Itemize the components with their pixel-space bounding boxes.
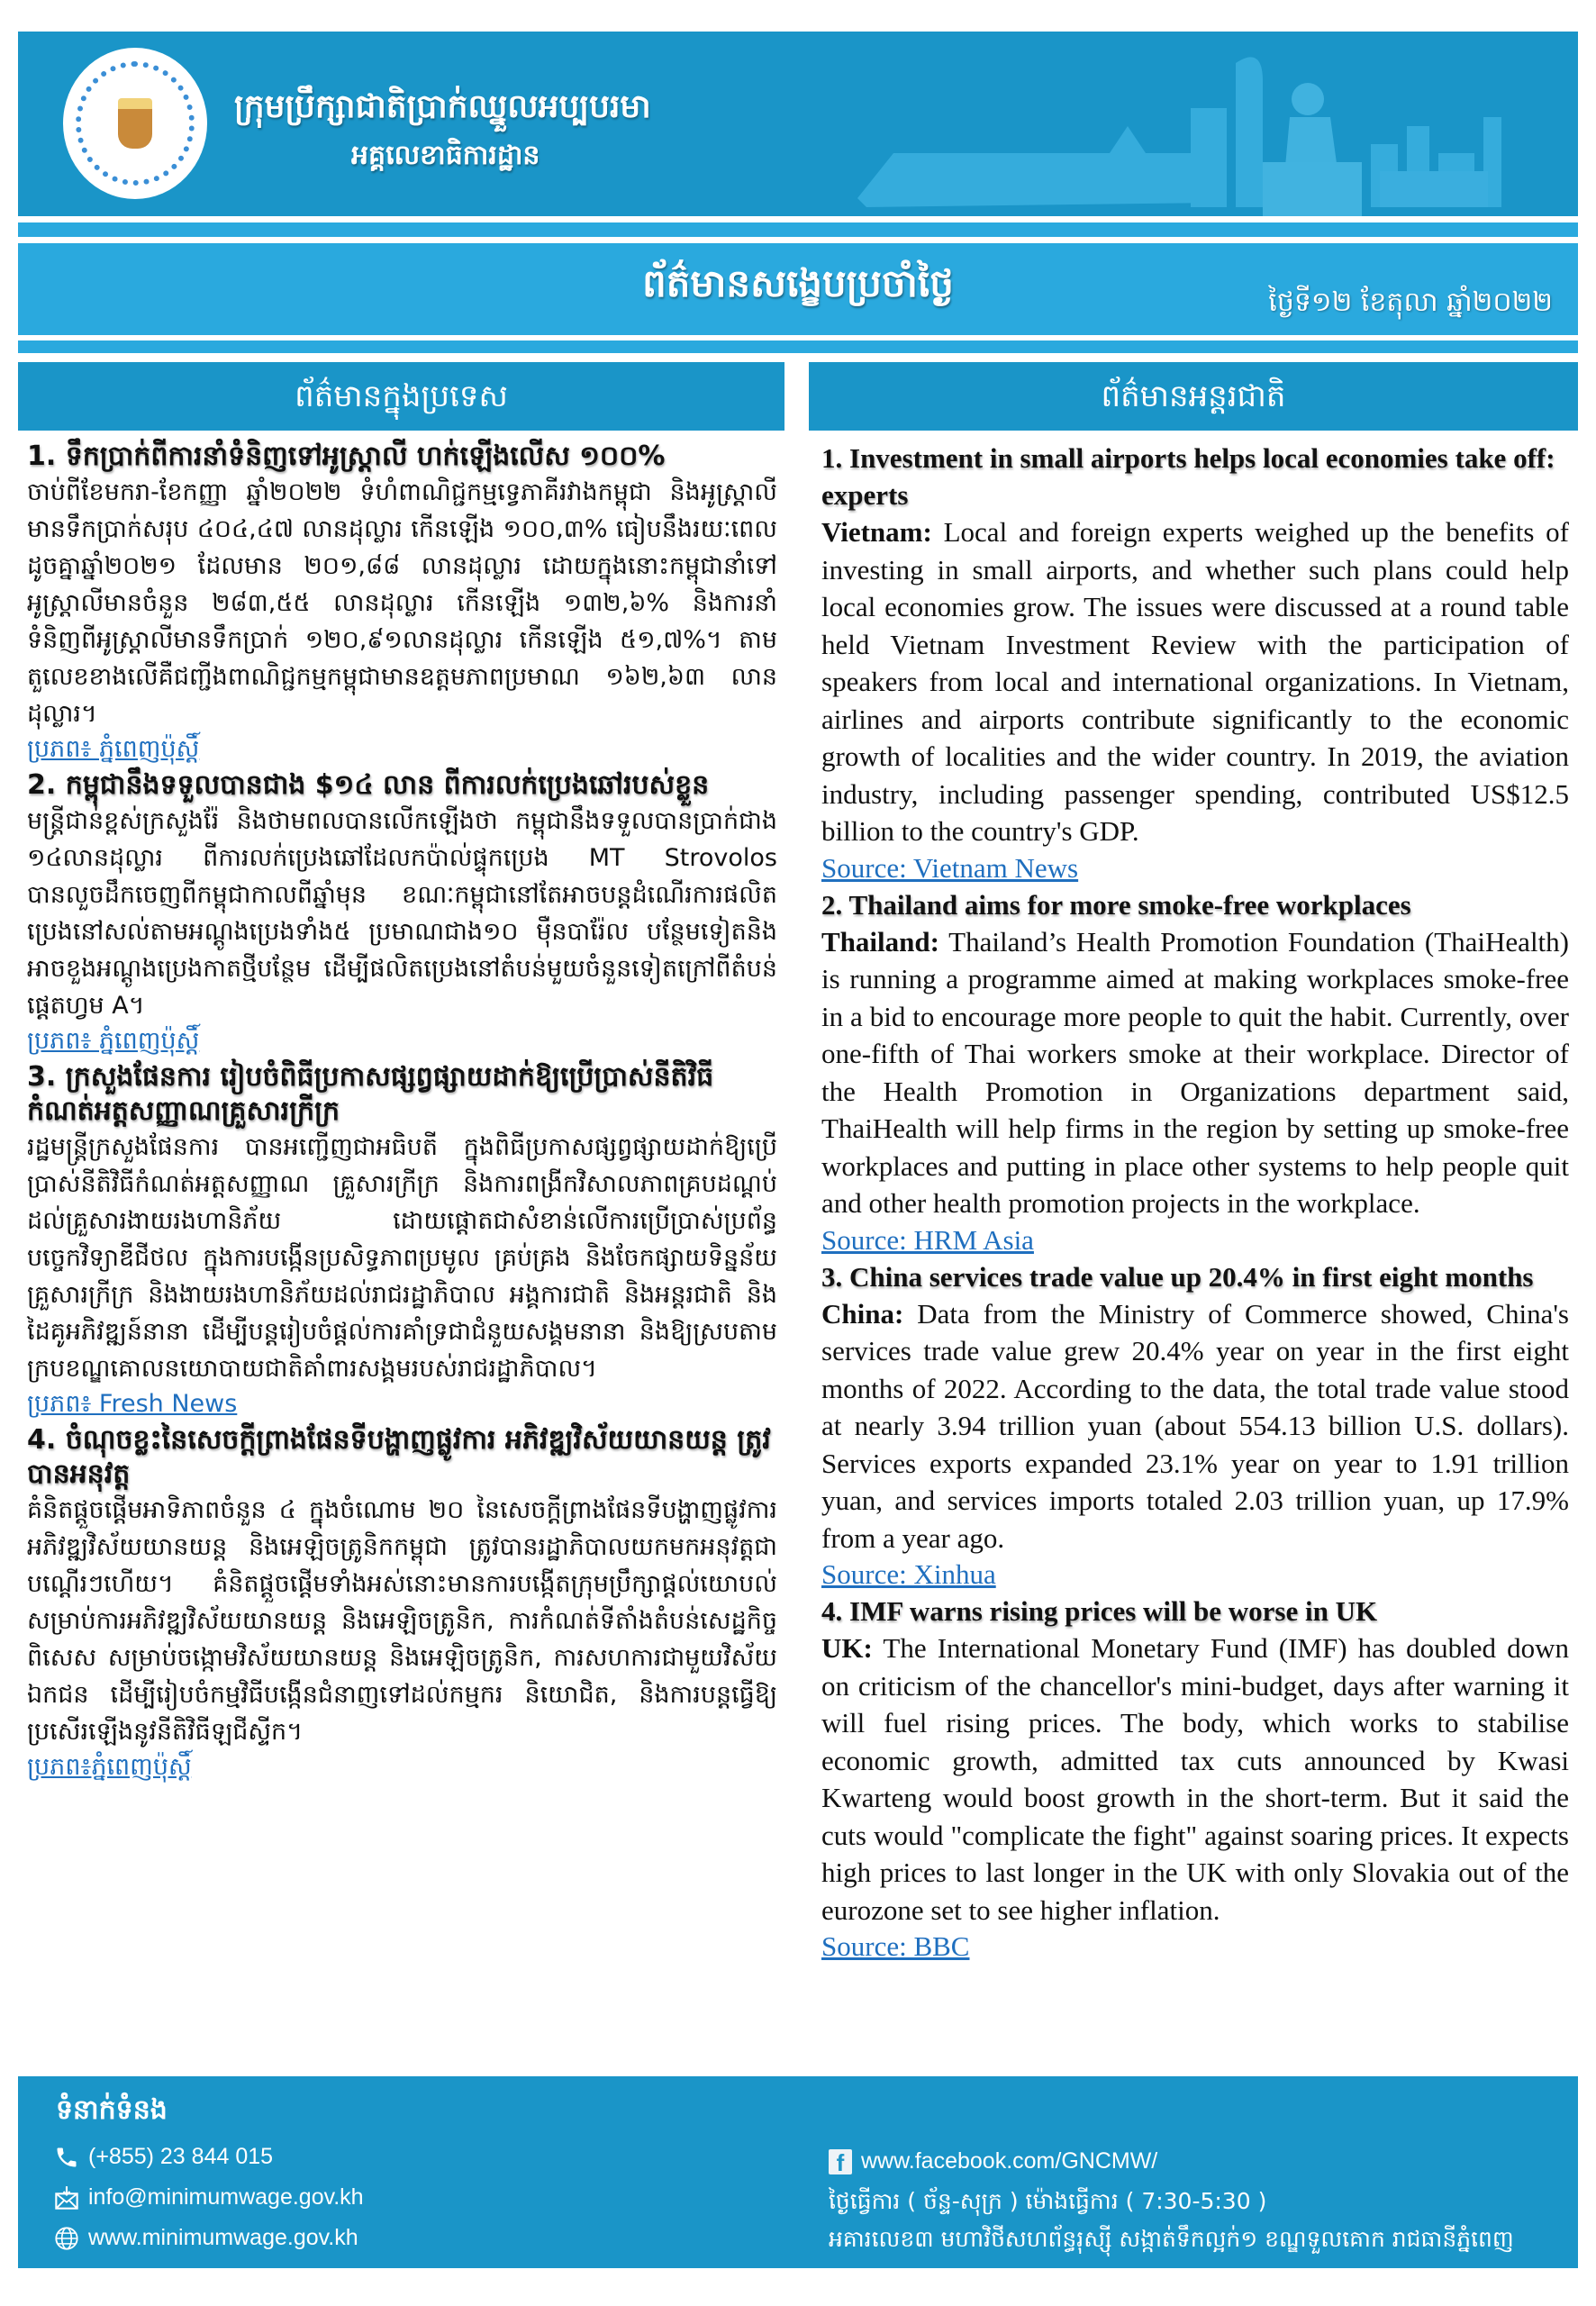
international-article bbox=[821, 1593, 1569, 1965]
phone-icon bbox=[54, 2145, 79, 2170]
office-address: អគារលេខ៣ មហាវិថីសហព័ន្ធរុស្ស៊ី សង្កាត់ទឹកល្អក់១ ខណ្ឌទួលគោក រាជធានីភ្នំពេញ bbox=[829, 2226, 1514, 2252]
domestic-article bbox=[27, 1423, 777, 1786]
article-title: 3. China services trade value up 20.4% in first eight months bbox=[821, 1260, 1534, 1293]
international-article bbox=[821, 440, 1569, 886]
article-country: UK: bbox=[821, 1632, 873, 1664]
address-row bbox=[829, 2226, 1514, 2258]
article-source-link[interactable]: ប្រភព៖ ភ្នំពេញប៉ុស្ដិ៍ bbox=[27, 1027, 200, 1055]
article-body: គំនិតផ្ដួចផ្ដើមអាទិភាពចំនួន ៤ ក្នុងចំណោម ២០ នៃសេចក្ដីព្រាងផែនទីបង្ហាញផ្លូវការអភិវឌ្ឍវិស័យយានយន្ត និងអេឡិចត្រូនិកកម្ពុជា ត្រូវបានរដ្ឋាភិបាលយកមកអនុវត្តជាបណ្ដើរៗហើយ។ គំនិតផ្ដួចផ្ដើមទាំងអស់នោះមានការបង្កើតក្រុមប្រឹក្សាផ្ដល់យោបល់ សម្រាប់ការអភិវឌ្ឍវិស័យយានយន្ត និងអេឡិចត្រូនិក, ការកំណត់ទីតាំងតំបន់សេដ្ឋកិច្ចពិសេស សម្រាប់ចង្កោមវិស័យយានយន្ត និងអេឡិចត្រូនិក, ការសហការជាមួយវិស័យឯកជន ដើម្បីរៀបចំកម្មវិធីបង្កើនជំនាញទៅដល់កម្មករ និយោជិត, និងការបន្តធ្វើឱ្យប្រសើរឡើងនូវនីតិវិធីឡជីស្ទីក។ bbox=[27, 1496, 777, 1746]
skyline-illustration-icon bbox=[839, 45, 1542, 216]
article-source-link[interactable]: Source: BBC bbox=[821, 1930, 970, 1962]
email-icon bbox=[54, 2185, 79, 2211]
article-body: ចាប់ពីខែមករា-ខែកញ្ញា ឆ្នាំ២០២២ ទំហំពាណិជ្ជកម្មទ្វេភាគីរវាងកម្ពុជា និងអូស្ត្រាលី មានទឹកប្រាក់សរុប ៤០៤,៤៧ លានដុល្លារ កើនឡើង ១០០,៣% ធៀបនឹងរយៈពេលដូចគ្នាឆ្នាំ២០២១ ដែលមាន ២០១,៨៨ លានដុល្លារ ដោយក្នុងនោះកម្ពុជានាំទៅអូស្ត្រាលីមានចំនួន ២៨៣,៥៥ លានដុល្លារ កើនឡើង ១៣២,៦% និងការនាំទំនិញពីអូស្ត្រាលីមានទឹកប្រាក់ ១២០,៩១លានដុល្លារ កើនឡើង ៥១,៧%។ តាមតួលេខខាងលើគឺជញ្ជីងពាណិជ្ជកម្មកម្ពុជាមានឧត្តមភាពប្រមាណ ១៦២,៦៣ លានដុល្លារ។ bbox=[27, 478, 777, 728]
article-title: 3. ក្រសួងផែនការ រៀបចំពិធីប្រកាសផ្សព្វផ្សាយដាក់ឱ្យប្រើប្រាស់នីតិវិធីកំណត់អត្តសញ្ញាណគ្រួសារក្រីក្រ bbox=[27, 1061, 714, 1127]
office-hours: ថ្ងៃធ្វើការ ( ច័ន្ទ-សុក្រ ) ម៉ោងធ្វើការ ( 7:30-5:30 ) bbox=[829, 2188, 1267, 2214]
international-news-column bbox=[809, 362, 1578, 1965]
facebook-link[interactable]: www.facebook.com/GNCMW/ bbox=[861, 2148, 1158, 2174]
website-row bbox=[54, 2225, 358, 2251]
article-body: រដ្ឋមន្ត្រីក្រសួងផែនការ បានអញ្ជើញជាអធិបតី ក្នុងពិធីប្រកាសផ្សព្វផ្សាយដាក់ឱ្យប្រើប្រាស់នីតិវិធីកំណត់អត្តសញ្ញាណ គ្រួសារក្រីក្រ និងការពង្រីកវិសាលភាពគ្របដណ្ដប់ដល់គ្រួសារងាយរងហានិភ័យ ដោយផ្ដោតជាសំខាន់លើការប្រើប្រាស់ប្រព័ន្ធបច្ចេកវិទ្យាឌីជីថល ក្នុងការបង្កើនប្រសិទ្ធភាពប្រមូល គ្រប់គ្រង និងចែកផ្សាយទិន្នន័យគ្រួសារក្រីក្រ និងងាយរងហានិភ័យដល់រាជរដ្ឋាភិបាល អង្គការជាតិ និងអន្តរជាតិ និងដៃគូអភិវឌ្ឍន៍នានា ដើម្បីបន្តរៀបចំផ្ដល់ការគាំទ្រជាជំនួយសង្គមនានា និងឱ្យស្របតាមក្របខណ្ឌគោលនយោបាយជាតិគាំពារសង្គមរបស់រាជរដ្ឋាភិបាល។ bbox=[27, 1133, 777, 1383]
article-title: 1. ទឹកប្រាក់ពីការនាំទំនិញទៅអូស្ត្រាលី ហក់ឡើងលើស ១០០% bbox=[27, 440, 666, 472]
page-title: ព័ត៌មានសង្ខេបប្រចាំថ្ងៃ bbox=[642, 261, 954, 305]
contact-title: ទំនាក់ទំនង bbox=[56, 2094, 168, 2126]
title-band bbox=[18, 243, 1578, 335]
email-address[interactable]: info@minimumwage.gov.kh bbox=[88, 2184, 364, 2210]
email-row bbox=[54, 2184, 364, 2211]
phone-row bbox=[54, 2144, 273, 2170]
facebook-icon: f bbox=[829, 2149, 852, 2174]
article-source-link[interactable]: Source: Vietnam News bbox=[821, 851, 1079, 884]
organization-name: ក្រុមប្រឹក្សាជាតិប្រាក់ឈ្នួលអប្បបរមា bbox=[234, 88, 651, 125]
contact-footer bbox=[18, 2076, 1578, 2268]
header-banner bbox=[18, 32, 1578, 216]
article-body bbox=[821, 923, 1569, 1222]
article-body bbox=[821, 513, 1569, 850]
ministry-emblem-icon bbox=[63, 48, 207, 199]
domestic-article bbox=[27, 1060, 777, 1423]
globe-icon bbox=[54, 2226, 79, 2251]
hours-row bbox=[829, 2188, 1266, 2220]
article-source-link[interactable]: ប្រភព៖ភ្នំពេញប៉ុស្ដិ៍ bbox=[27, 1753, 192, 1781]
international-section-heading: ព័ត៌មានអន្តរជាតិ bbox=[809, 362, 1578, 431]
article-source-link[interactable]: Source: HRM Asia bbox=[821, 1223, 1034, 1256]
article-body bbox=[821, 1295, 1569, 1557]
domestic-news-column bbox=[18, 362, 784, 1786]
article-body bbox=[821, 1630, 1569, 1929]
emblem-gear-ring bbox=[76, 61, 195, 186]
phone-number[interactable]: (+855) 23 844 015 bbox=[88, 2144, 274, 2169]
department-name: អគ្គលេខាធិការដ្ឋាន bbox=[351, 140, 540, 171]
article-text: The International Monetary Fund (IMF) has doubled down on criticism of the chancellor's mini-budget, days after warning it will fuel rising prices. The body, which works to stabilise economic growth, admitted tax cuts announced by Kwasi Kwarteng would boost growth in the short-term. But it said the cuts would "complicate the fight" against soaring prices. It expects high prices to last longer in the UK with only Slovakia out of the eurozone set to see higher inflation. bbox=[821, 1632, 1569, 1926]
article-country: China: bbox=[821, 1297, 904, 1330]
article-country: Thailand: bbox=[821, 925, 939, 958]
international-article bbox=[821, 1258, 1569, 1593]
domestic-article bbox=[27, 440, 777, 768]
title-divider-band bbox=[18, 340, 1578, 353]
international-article bbox=[821, 886, 1569, 1258]
article-title: 2. Thailand aims for more smoke-free workplaces bbox=[821, 888, 1411, 921]
article-source-link[interactable]: Source: Xinhua bbox=[821, 1558, 996, 1590]
article-title: 4. IMF warns rising prices will be worse in UK bbox=[821, 1595, 1378, 1627]
article-text: Local and foreign experts weighed up the benefits of investing in small airports, and whether such plans could help local economies grow. The issues were discussed at a round table held Vietnam Investment Review with the participation of speakers from local and international organizations. In Vietnam, airlines and airports contribute significantly to the economic growth of localities and the wider country. In 2019, the aviation industry, including passenger spending, contributed US$12.5 billion to the country's GDP. bbox=[821, 516, 1569, 847]
facebook-row bbox=[829, 2148, 1157, 2174]
domestic-article bbox=[27, 768, 777, 1060]
article-body: មន្ត្រីជាន់ខ្ពស់ក្រសួងរ៉ែ និងថាមពលបានលើកឡើងថា កម្ពុជានឹងទទួលបានប្រាក់ជាង ១៤លានដុល្លារ ពីការលក់ប្រេងឆៅដែលកប៉ាល់ផ្ទុកប្រេង MT Strovolos បានលួចដឹកចេញពីកម្ពុជាកាលពីឆ្នាំមុន ខណៈកម្ពុជានៅតែអាចបន្តដំណើរការផលិតប្រេងនៅសល់តាមអណ្ដូងប្រេងទាំង៥ ប្រមាណជាង១០ ម៉ឺនបារ៉ែល បន្ថែមទៀតនិងអាចខួងអណ្ដូងប្រេងកាតថ្មីបន្ថែម ដើម្បីផលិតប្រេងនៅតំបន់មួយចំនួនទៀតក្រៅពីតំបន់ផ្ដេតហ្វម A។ bbox=[27, 807, 777, 1020]
article-source-link[interactable]: ប្រភព៖ ភ្នំពេញប៉ុស្ដិ៍ bbox=[27, 735, 200, 763]
article-title: 2. កម្ពុជានឹងទទួលបានជាង $១៤ លាន ពីការលក់ប្រេងឆៅរបស់ខ្លួន bbox=[27, 769, 710, 801]
website-link[interactable]: www.minimumwage.gov.kh bbox=[88, 2225, 358, 2250]
article-title: 1. Investment in small airports helps local economies take off: experts bbox=[821, 442, 1555, 511]
article-country: Vietnam: bbox=[821, 516, 932, 548]
issue-date: ថ្ងៃទី១២ ខែតុលា ឆ្នាំ២០២២ bbox=[1268, 286, 1553, 318]
article-title: 4. ចំណុចខ្លះនៃសេចក្ដីព្រាងផែនទីបង្ហាញផ្លូវការ អភិវឌ្ឍវិស័យយានយន្ត ត្រូវបានអនុវត្ត bbox=[27, 1424, 771, 1490]
domestic-section-heading: ព័ត៌មានក្នុងប្រទេស bbox=[18, 362, 784, 431]
article-text: Thailand’s Health Promotion Foundation (ThaiHealth) is running a programme aimed at making workplaces smoke-free in a bid to encourage more people to quit the habit. Currently, over one-fifth of Thai workers smoke at their workplace. Director of the Health Promotion in Organizations department said, ThaiHealth will help firms in the region by setting up smoke-free workplaces and putting in place other systems to help people quit and other health promotion projects in the workplace. bbox=[821, 925, 1569, 1219]
emblem-cup bbox=[118, 98, 152, 149]
article-text: Data from the Ministry of Commerce showed, China's services trade value grew 20.4% year on year in the first eight months of 2022. According to the data, the total trade value stood at nearly 3.94 trillion yuan (about 554.13 billion U.S. dollars). Services exports expanded 23.1% year on year to 1.91 trillion yuan, and services imports totaled 2.03 trillion yuan, up 17.9% from a year ago. bbox=[821, 1297, 1569, 1554]
header-divider-band bbox=[18, 222, 1578, 237]
article-source-link[interactable]: ប្រភព៖ Fresh News bbox=[27, 1390, 238, 1418]
